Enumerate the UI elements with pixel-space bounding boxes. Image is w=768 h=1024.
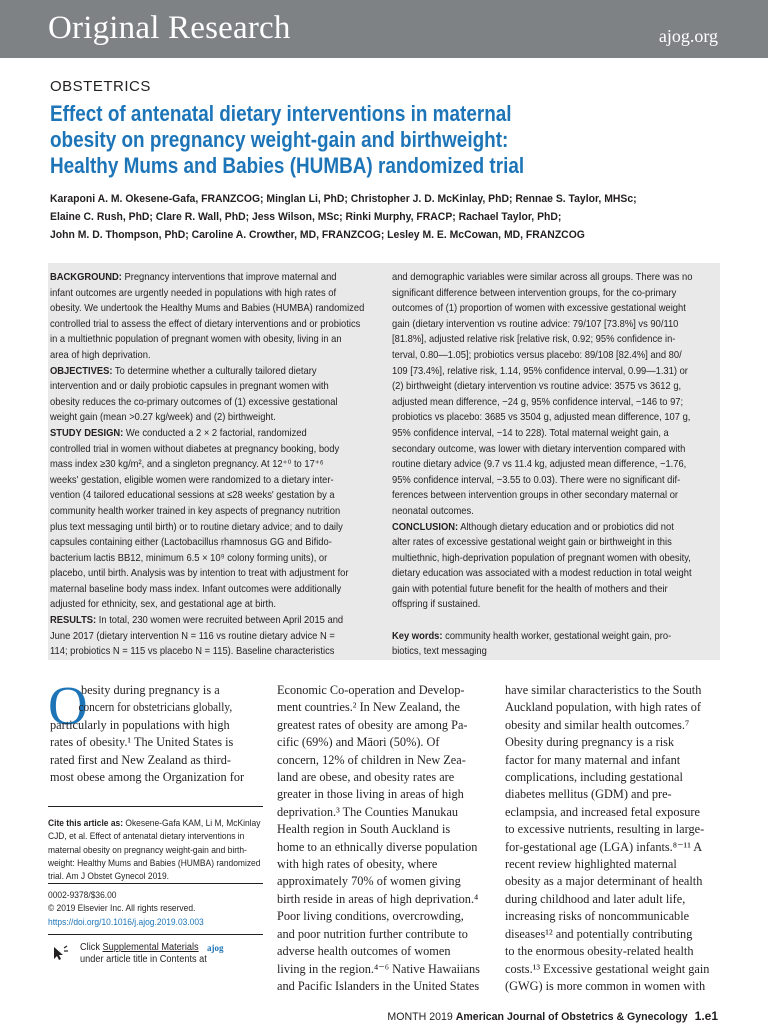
body-line: factor for many maternal and infant <box>505 752 681 767</box>
body-line: diseases¹² and potentially contributing <box>505 926 693 941</box>
body-line: eclampsia, and increased fetal exposure <box>505 804 700 819</box>
abstract-line: ferences between intervention groups in other secondary maternal or <box>392 490 679 502</box>
cite-mid-rule <box>48 883 263 884</box>
supplemental-materials-link[interactable]: Supplemental Materials <box>102 942 199 953</box>
cite-top-rule <box>48 806 263 807</box>
abstract-line: controlled trial in women without diabetes at pregnancy booking, body <box>50 443 340 455</box>
author-line: Elaine C. Rush, PhD; Clare R. Wall, PhD; Jess Wilson, MSc; Rinki Murphy, FRACP; Rachael Taylor, PhD; <box>50 211 562 223</box>
abstract-line <box>392 613 714 629</box>
abstract-line: in a multiethnic population of pregnant women with obesity, living in an <box>50 334 342 346</box>
abstract-line: OBJECTIVES: To determine whether a culturally tailored dietary <box>50 365 317 377</box>
body-line: (GWG) is more common in women with <box>505 978 706 993</box>
abstract-line: multiethnic, high-deprivation population of pregnant women with obesity, <box>392 552 691 564</box>
body-line: greatest rates of obesity are among Pa- <box>277 717 468 732</box>
abstract-line: controlled trial to assess the effect of dietary interventions and or probiotics <box>50 318 361 330</box>
body-line: Health region in South Auckland is <box>277 822 451 837</box>
cite-line: weight: Healthy Mums and Babies (HUMBA) randomized <box>48 856 261 868</box>
author-line: John M. D. Thompson, PhD; Caroline A. Crowther, MD, FRANZCOG; Lesley M. E. McCowan, MD, FRANZCOG <box>50 229 585 241</box>
abstract-line: BACKGROUND: Pregnancy interventions that improve maternal and <box>50 272 337 283</box>
section-label: OBSTETRICS <box>50 78 151 95</box>
abstract-line: mass index ≥30 kg/m², and a singleton pregnancy. At 12⁺⁰ to 17⁺⁶ <box>50 459 324 471</box>
body-line: during childhood and later adult life, <box>505 891 686 906</box>
body-line: ment countries.² In New Zealand, the <box>277 700 460 715</box>
cite-line: trial. Am J Obstet Gynecol 2019. <box>48 870 169 882</box>
supplemental-note <box>80 942 218 966</box>
abstract-line: CONCLUSION: Although dietary education and or probiotics did not <box>392 521 674 533</box>
abstract-line: routine dietary advice (9.7 vs 11.4 kg, adjusted mean difference, −1.76, <box>392 459 687 471</box>
supp-click-text: Click <box>80 942 103 953</box>
body-line: complications, including gestational <box>505 770 683 785</box>
abstract-line: and demographic variables were similar across all groups. There was no <box>392 272 693 283</box>
body-line: rated first and New Zealand as third- <box>50 752 231 767</box>
body-line: cific (69%) and Māori (50%). Of <box>277 735 440 750</box>
cursor-click-icon <box>51 945 69 961</box>
copyright-block <box>48 888 263 928</box>
banner-title: Original Research <box>48 10 291 46</box>
copyright-text: © 2019 Elsevier Inc. All rights reserved. <box>48 902 196 914</box>
body-column-1 <box>48 675 248 786</box>
abstract-line: community health worker trained in key aspects of pregnancy nutrition <box>50 505 341 517</box>
journal-url[interactable]: ajog.org <box>658 26 718 46</box>
body-line: approximately 70% of women giving <box>277 874 461 889</box>
abstract-line: gain with potential future benefit for the health of mothers and their <box>392 583 668 595</box>
body-line: home to an ethnically diverse population <box>277 839 478 854</box>
abstract-line: area of high deprivation. <box>50 349 151 361</box>
abstract-line: obesity reduces the co-primary outcomes of (1) excessive gestational <box>50 396 338 408</box>
abstract-column-right <box>392 270 742 660</box>
abstract-line: 95% confidence interval, −14 to 228). Total maternal weight gain, a <box>392 427 669 439</box>
abstract-line: 114; probiotics N = 115 vs placebo N = 115). Baseline characteristics <box>50 646 335 658</box>
body-line: with high rates of obesity, where <box>277 857 438 872</box>
body-line: Auckland population, with high rates of <box>505 700 702 715</box>
abstract-line: 109 [73.4%], relative risk, 1.14, 95% confidence interval, 0.99—1.31) or <box>392 365 688 377</box>
body-line: living in the region.⁴⁻⁶ Native Hawaiians <box>277 961 480 976</box>
abstract-line: adjusted mean difference, −24 g, 95% confidence interval, −146 to 97; <box>392 396 684 408</box>
body-column-3 <box>505 682 709 995</box>
body-line: increasing risks of noncommunicable <box>505 909 690 924</box>
body-line: have similar characteristics to the South <box>505 683 702 697</box>
abstract-line: biotics, text messaging <box>392 646 487 658</box>
author-line: Karaponi A. M. Okesene-Gafa, FRANZCOG; Minglan Li, PhD; Christopher J. D. McKinlay, PhD; Rennae S. Taylor, MHSc; <box>50 193 637 205</box>
body-line: besity during pregnancy is a <box>81 683 220 697</box>
abstract-line: maternal baseline body mass index. Infant outcomes were additionally <box>50 583 342 595</box>
cite-line: maternal obesity on pregnancy weight-gain and birth- <box>48 843 247 855</box>
body-line: deprivation.³ The Counties Manukau <box>277 804 459 819</box>
abstract-line: offspring if sustained. <box>392 599 481 611</box>
abstract-line: probiotics vs placebo: 3685 vs 3504 g, adjusted mean difference, 107 g, <box>392 412 691 424</box>
drop-cap: O <box>48 675 88 736</box>
body-line: adverse health outcomes of women <box>277 944 451 959</box>
body-line: recent review highlighted maternal <box>505 857 677 872</box>
body-line: diabetes mellitus (GDM) and pre- <box>505 787 672 802</box>
cite-bottom-rule <box>48 934 263 935</box>
abstract-line: vention (4 tailored educational sessions at ≤28 weeks' gestation by a <box>50 490 335 502</box>
abstract-line: outcomes of (1) proportion of women with excessive gestational weight <box>392 303 686 315</box>
body-line: and poor nutrition further contribute to <box>277 926 468 941</box>
abstract-line: June 2017 (dietary intervention N = 116 vs routine dietary advice N = <box>50 630 335 642</box>
footer-month: MONTH 2019 <box>387 1011 453 1023</box>
page-footer <box>387 1009 718 1023</box>
body-column-2 <box>277 682 480 995</box>
body-line: for-gestational age (LGA) infants.⁸⁻¹¹ A <box>505 839 703 854</box>
body-line: obesity as a major determinant of health <box>505 874 703 889</box>
abstract-line: secondary outcome, was lower with dietary intervention compared with <box>392 443 686 455</box>
body-line: land are obese, and obesity rates are <box>277 770 455 785</box>
footer-journal: American Journal of Obstetrics & Gynecology <box>455 1011 688 1023</box>
title-line: Healthy Mums and Babies (HUMBA) randomized trial <box>50 153 525 178</box>
abstract-line: [81.8%], adjusted relative risk [relative risk, 0.92; 95% confidence in- <box>392 334 676 346</box>
abstract-line: dietary education was associated with a modest reduction in total weight <box>392 568 692 580</box>
body-line: particularly in populations with high <box>50 717 230 732</box>
abstract-line: intervention and or daily probiotic capsules in pregnant women with <box>50 381 329 393</box>
abstract-line: weight gain (mean >0.27 kg/week) and (2) birthweight. <box>50 412 276 424</box>
abstract-line: gain (dietary intervention vs routine advice: 79/107 [73.8%] vs 90/110 <box>392 318 679 330</box>
body-line: birth reside in areas of high deprivation.⁴ <box>277 891 479 906</box>
page-number: 1.e1 <box>694 1009 718 1023</box>
body-line: to excessive nutrients, resulting in large- <box>505 822 705 837</box>
body-line: to the enormous obesity-related health <box>505 944 694 959</box>
title-line: obesity on pregnancy weight-gain and birthweight: <box>50 127 509 152</box>
abstract-line: STUDY DESIGN: We conducted a 2 × 2 factorial, randomized <box>50 427 307 439</box>
article-title <box>50 101 670 179</box>
body-line: Obesity during pregnancy is a risk <box>505 735 675 750</box>
abstract-column-left <box>50 270 400 660</box>
body-line: concern for obstetricians globally, <box>78 700 233 715</box>
abstract-line: 95% confidence interval, −3.55 to 0.03). There were no significant dif- <box>392 474 681 486</box>
body-line: and Pacific Islanders in the United States <box>277 978 480 993</box>
body-line: Poor living conditions, overcrowding, <box>277 909 464 924</box>
body-line: obesity and similar health outcomes.⁷ <box>505 717 690 732</box>
abstract-line: obesity. We undertook the Healthy Mums and Babies (HUMBA) randomized <box>50 303 365 315</box>
cite-line: CJD, et al. Effect of antenatal dietary interventions in <box>48 830 245 842</box>
abstract-line: Key words: community health worker, gestational weight gain, pro- <box>392 630 672 642</box>
supp-line-2: under article title in Contents at <box>80 954 207 965</box>
abstract-line: terval, 0.80—1.05]; probiotics versus placebo: 89/108 [82.4%] and 80/ <box>392 349 682 361</box>
abstract-line: significant difference between intervention groups, for the co-primary <box>392 287 677 299</box>
abstract-line: weeks' gestation, eligible women were randomized to a dietary inter- <box>50 474 334 486</box>
abstract-line: capsules containing either (Lactobacillus rhamnosus GG and Bifido- <box>50 537 332 549</box>
cite-line: Cite this article as: Okesene-Gafa KAM, Li M, McKinlay <box>48 817 261 828</box>
body-line: costs.¹³ Excessive gestational weight gain <box>505 961 710 976</box>
author-list <box>50 190 730 244</box>
body-line: Economic Co-operation and Develop- <box>277 683 465 697</box>
abstract-line: infant outcomes are urgently needed in populations with high rates of <box>50 287 337 299</box>
issn-text: 0002-9378/$36.00 <box>48 889 117 900</box>
doi-link[interactable]: https://doi.org/10.1016/j.ajog.2019.03.003 <box>48 915 204 927</box>
title-line: Effect of antenatal dietary interventions in maternal <box>50 101 512 126</box>
abstract-line: (2) birthweight (dietary intervention vs routine advice: 3575 vs 3612 g, <box>392 381 682 393</box>
body-line: rates of obesity.¹ The United States is <box>50 735 234 750</box>
ajog-logo[interactable]: ajog <box>207 943 224 953</box>
abstract-line: bacterium lactis BB12, minimum 6.5 × 10⁹ colony forming units), or <box>50 552 328 564</box>
abstract-line: adjusted for ethnicity, sex, and gestational age at birth. <box>50 599 276 611</box>
abstract-line: placebo, until birth. Analysis was by intention to treat with adjustment for <box>50 568 349 580</box>
abstract-line: RESULTS: In total, 230 women were recruited between April 2015 and <box>50 615 344 627</box>
abstract-line: neonatal outcomes. <box>392 505 474 517</box>
cite-block <box>48 816 263 882</box>
abstract-line: plus text messaging until birth) or to routine dietary advice; and to daily <box>50 521 343 533</box>
body-line: greater in those living in areas of high <box>277 787 464 802</box>
body-line: most obese among the Organization for <box>50 770 245 785</box>
body-line: concern, 12% of children in New Zea- <box>277 752 466 767</box>
abstract-line: alter rates of excessive gestational weight gain or birthweight in this <box>392 537 672 549</box>
